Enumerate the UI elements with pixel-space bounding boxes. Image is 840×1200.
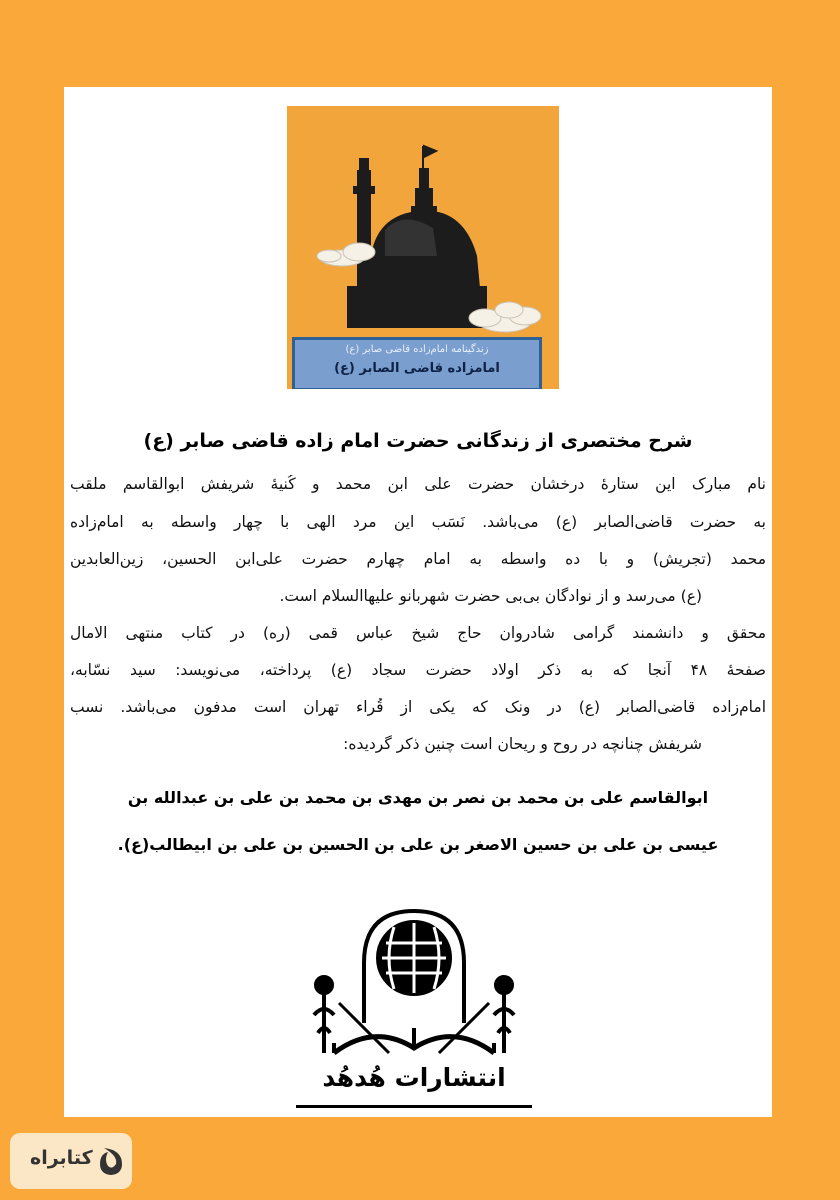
section-heading: شرح مختصری از زندگانی حضرت امام زاده قاضی صابر (ع)	[143, 430, 693, 452]
paragraph-line: محقق و دانشمند گرامی شادروان حاج شیخ عباس قمی (ره) در کتاب منتهی الامال	[70, 624, 766, 642]
paragraph-line: صفحۀ ۴۸ آنجا که به ذکر اولاد حضرت سجاد (ع) پرداخته، می‌نویسد: سید نسّابه،	[70, 661, 766, 679]
publisher-underline	[296, 1105, 532, 1108]
paragraph-line: شریفش چنانچه در روح و ریحان است چنین ذکر گردیده:	[343, 735, 702, 753]
ketabrah-logo-icon	[94, 1144, 128, 1178]
watermark-text: کتابراه	[30, 1147, 93, 1169]
paragraph-line: (ع) می‌رسد و از نوادگان بی‌بی حضرت شهربانو علیهاالسلام است.	[279, 587, 702, 605]
paragraph-line: امام‌زاده قاضی‌الصابر (ع) در ونک که یکی از قُراء تهران است مدفون می‌باشد. نسب	[70, 698, 766, 716]
lineage-line: ابوالقاسم علی بن محمد بن نصر بن مهدی بن محمد بن علی بن عبدالله بن	[127, 788, 709, 807]
document-page	[64, 87, 772, 1117]
lineage-line: عیسی بن علی بن حسین الاصغر بن علی بن الحسین بن علی بن ابیطالب(ع).	[117, 835, 719, 854]
cover-subtitle: زندگینامه امام‌زاده قاضی صابر (ع)	[345, 344, 489, 355]
cover-title: امامزاده قاضی الصابر (ع)	[334, 361, 500, 376]
paragraph-line: محمد (تجریش) و با ده واسطه به امام چهارم حضرت علی‌ابن الحسین، زین‌العابدین	[70, 550, 766, 568]
paragraph-line: نام مبارک این ستارۀ درخشان حضرت علی ابن محمد و کُنیۀ شریفش ابوالقاسم ملقب	[70, 475, 766, 493]
publisher-name: انتشارات هُدهُد	[322, 1063, 506, 1092]
cover-illustration	[287, 106, 559, 389]
ketabrah-watermark[interactable]	[10, 1133, 132, 1189]
paragraph-line: به حضرت قاضی‌الصابر (ع) می‌باشد. نَسَب این مرد الهی با چهار واسطه به امام‌زاده	[70, 513, 766, 531]
cover-title-band	[292, 337, 542, 389]
